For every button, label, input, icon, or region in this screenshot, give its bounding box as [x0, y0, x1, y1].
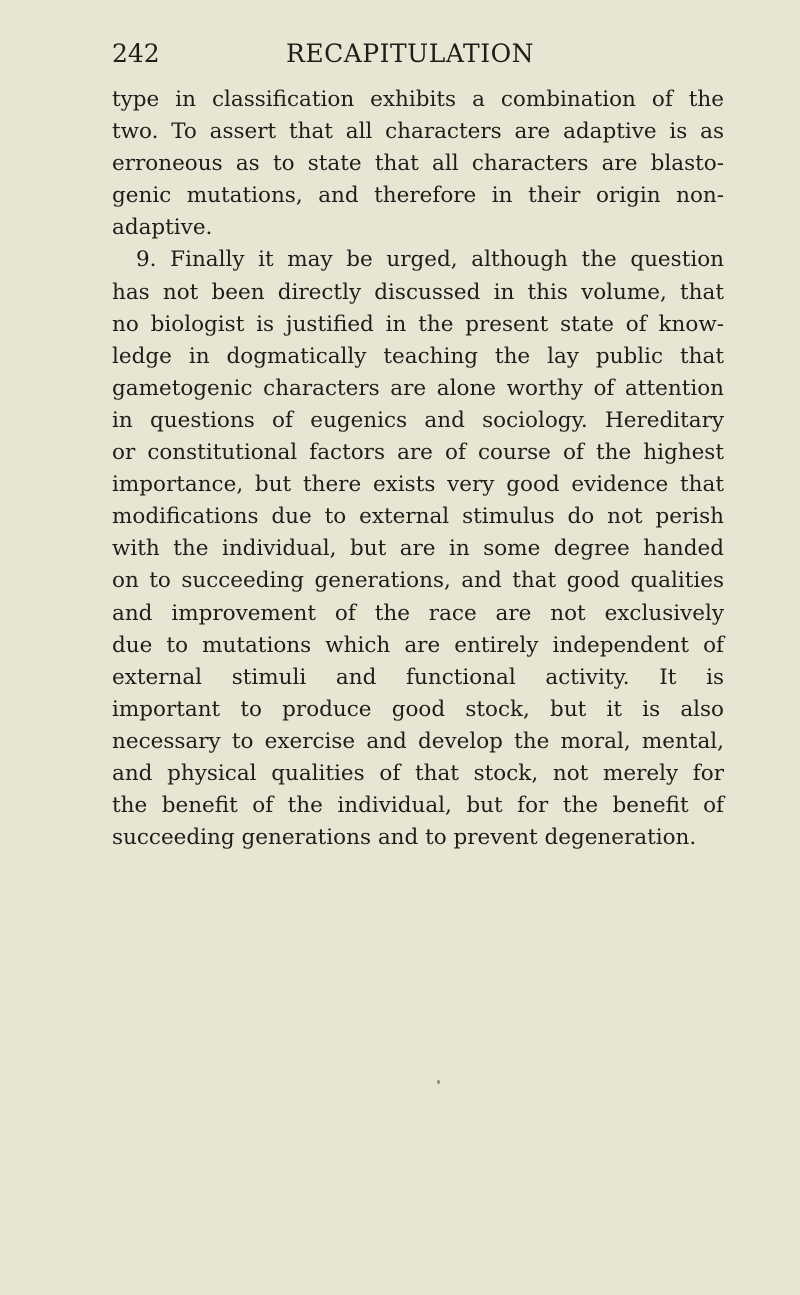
text-line: erroneous as to state that all characters are blasto-: [112, 151, 724, 177]
text-line: gametogenic characters are alone worthy of attention: [112, 375, 724, 401]
text-line: due to mutations which are entirely independent of: [112, 632, 724, 658]
text-line: on to succeeding generations, and that good qualities: [112, 568, 724, 594]
running-head: [112, 36, 708, 72]
text-line: 9. Finally it may be urged, although the question: [136, 247, 724, 273]
body-text: [112, 84, 724, 854]
text-line: necessary to exercise and develop the moral, mental,: [112, 728, 724, 754]
text-line: importance, but there exists very good evidence that: [112, 472, 724, 498]
text-line: the benefit of the individual, but for the benefit of: [112, 793, 724, 819]
text-line: in questions of eugenics and sociology. Hereditary: [112, 407, 724, 433]
text-line: no biologist is justified in the present state of know-: [112, 311, 724, 337]
text-line: modifications due to external stimulus do not perish: [112, 504, 724, 530]
text-line: and physical qualities of that stock, not merely for: [112, 760, 724, 786]
text-line: with the individual, but are in some degree handed: [112, 536, 724, 562]
text-line: genic mutations, and therefore in their origin non-: [112, 183, 724, 209]
text-line: or constitutional factors are of course of the highest: [112, 440, 724, 466]
paper-speck: [437, 1080, 440, 1084]
page-number: 242: [112, 39, 160, 68]
text-line: adaptive.: [112, 215, 213, 241]
text-line: succeeding generations and to prevent degeneration.: [112, 825, 697, 851]
text-line: has not been directly discussed in this volume, that: [112, 279, 724, 305]
text-line: ledge in dogmatically teaching the lay public that: [112, 343, 724, 369]
running-title: RECAPITULATION: [286, 39, 534, 68]
text-line: type in classification exhibits a combination of the: [112, 87, 724, 112]
text-line: and improvement of the race are not exclusively: [112, 600, 724, 626]
text-line: important to produce good stock, but it is also: [112, 696, 724, 722]
text-line: external stimuli and functional activity. It is: [112, 664, 724, 690]
text-line: two. To assert that all characters are adaptive is as: [112, 119, 724, 145]
